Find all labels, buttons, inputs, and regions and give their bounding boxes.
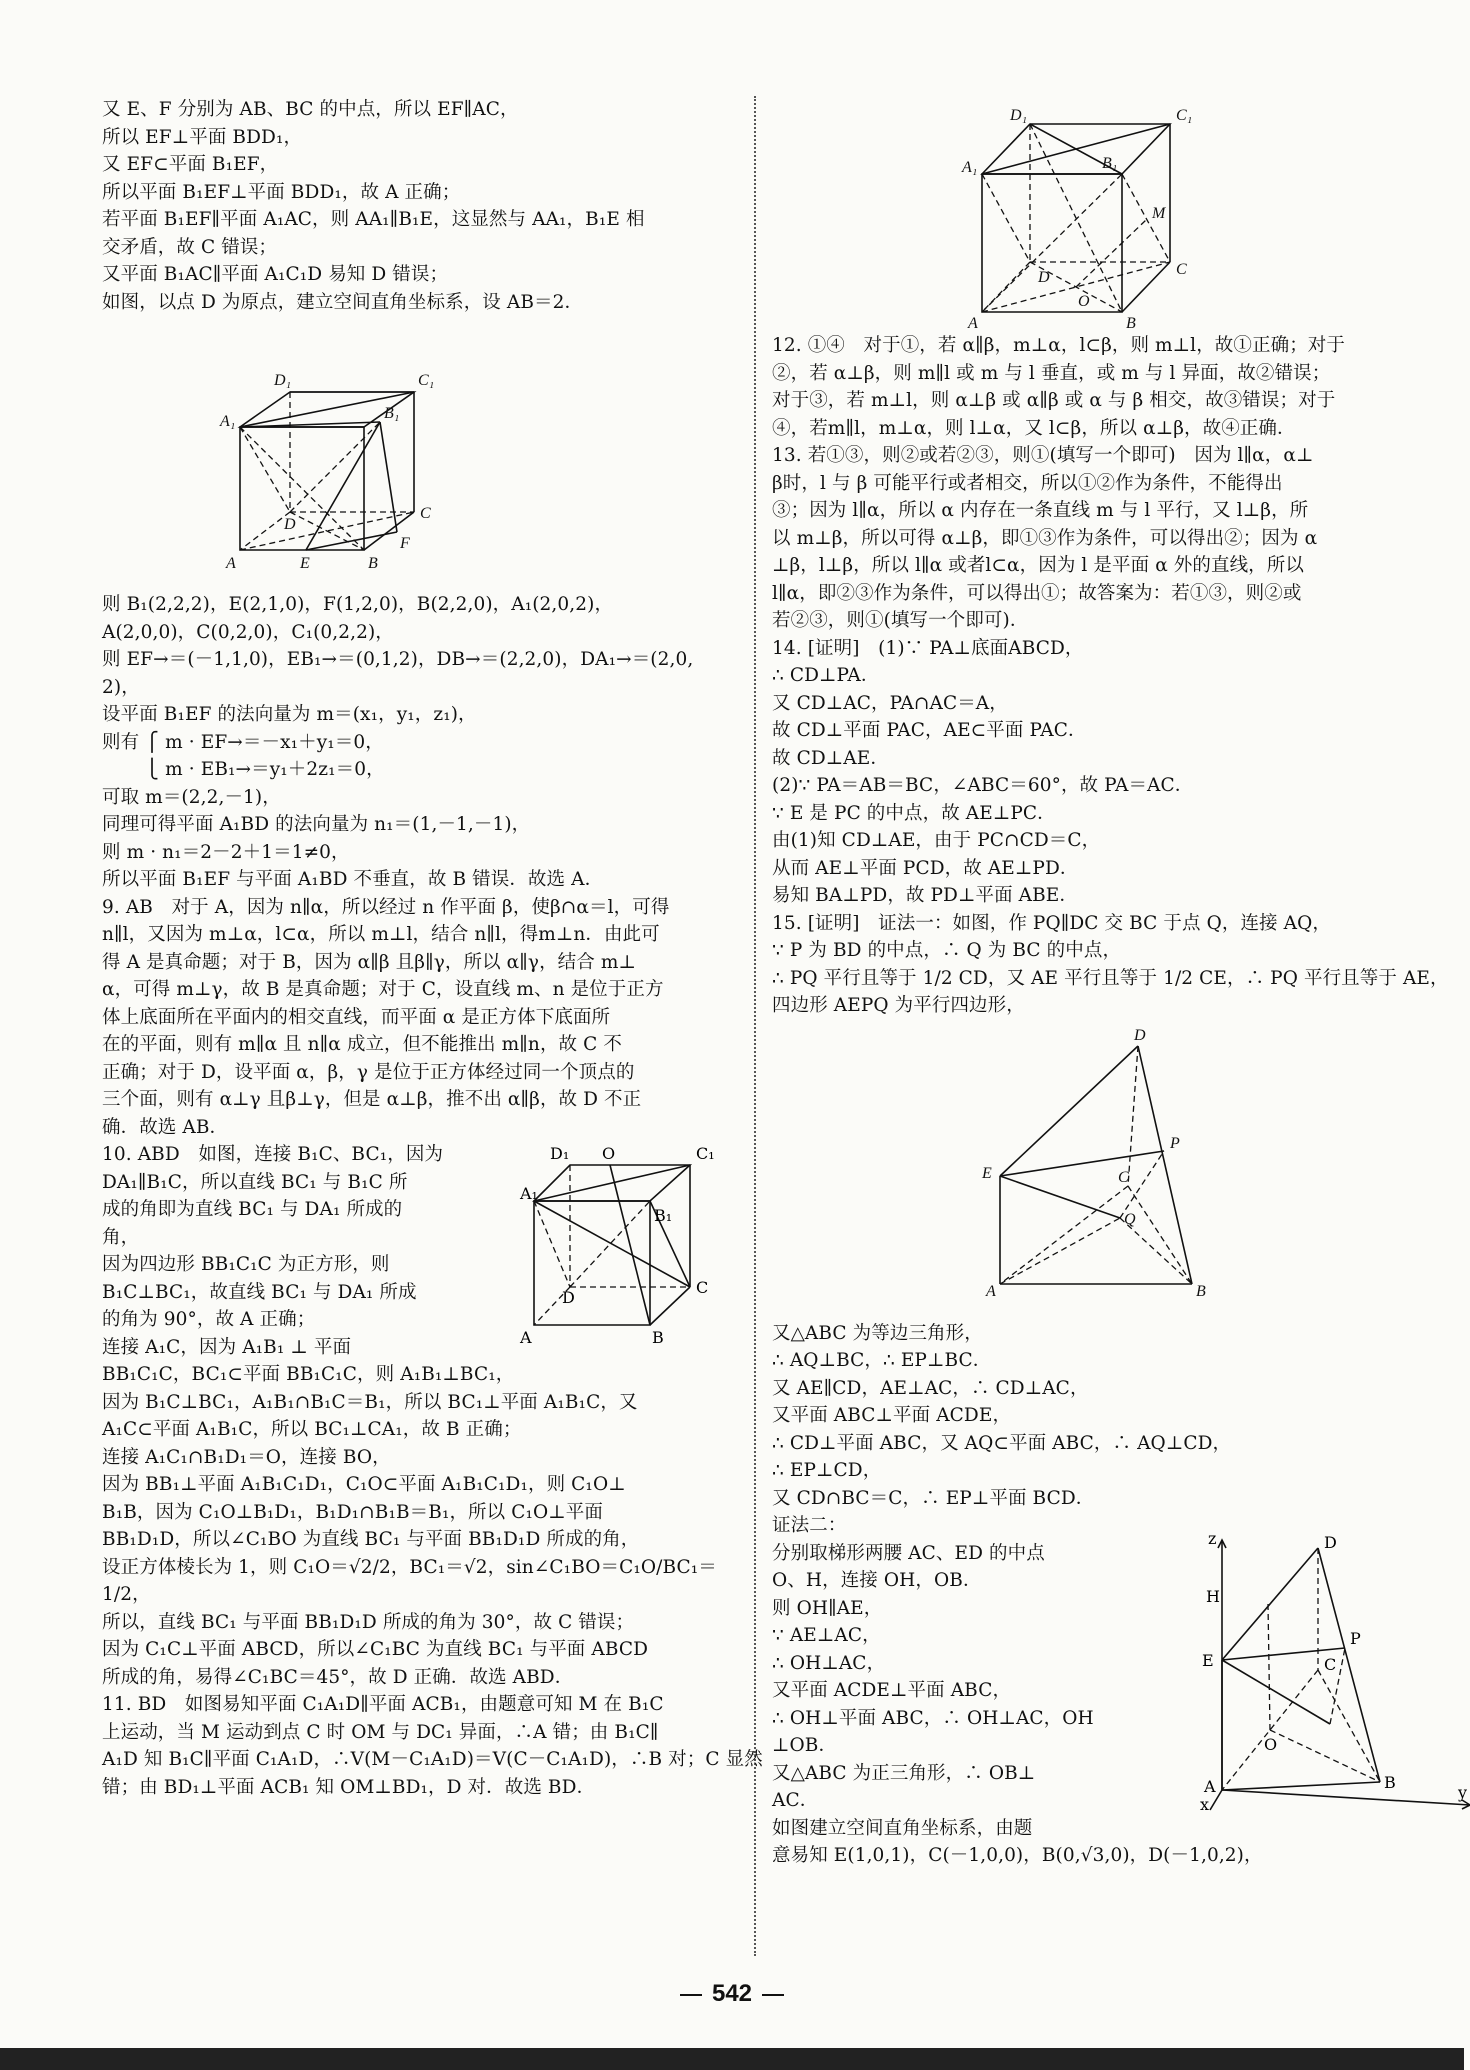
text-line: 同理可得平面 A₁BD 的法向量为 n₁＝(1,－1,－1)， <box>102 814 531 835</box>
text-line: 又平面 B₁AC∥平面 A₁C₁D 易知 D 错误； <box>102 264 449 285</box>
text-line: 14. [证明] (1)∵ PA⊥底面ABCD， <box>772 637 1084 659</box>
text-line: β时，l 与 β 可能平行或者相交，所以①②作为条件，不能得出 <box>772 472 1283 494</box>
text-line: AC． <box>772 1790 819 1811</box>
text-line: 所以，直线 BC₁ 与平面 BB₁D₁D 所成的角为 30°，故 C 错误； <box>102 1611 635 1633</box>
figure-label: C <box>1176 261 1187 278</box>
text-line: 上运动，当 M 运动到点 C 时 OM 与 DC₁ 异面，∴A 错；由 B₁C∥ <box>102 1721 659 1743</box>
text-line: BB₁C₁C，BC₁⊂平面 BB₁C₁C，则 A₁B₁⊥BC₁， <box>102 1364 515 1385</box>
figure-label: B <box>368 555 378 572</box>
figure-label: P <box>1350 1628 1361 1648</box>
text-block-right-a <box>772 332 1462 1020</box>
figure-label: D₁ <box>550 1144 570 1163</box>
figure-label: D₁ <box>1010 107 1028 124</box>
page-number <box>0 1980 1464 2008</box>
text-line: l∥α，即②③作为条件，可以得出①；故答案为：若①③，则②或 <box>772 582 1302 604</box>
figure-label: F <box>400 535 410 552</box>
figure-label: C₁ <box>418 372 435 389</box>
text-line: 连接 A₁C，因为 A₁B₁ ⊥ 平面 <box>102 1336 352 1358</box>
text-line: 证法二： <box>772 1515 847 1536</box>
figure-label: A₁ <box>962 159 978 176</box>
text-line: 设平面 B₁EF 的法向量为 m＝(x₁，y₁，z₁)， <box>102 704 477 725</box>
figure-label: O <box>1264 1734 1278 1754</box>
text-line: 又 CD⊥AC，PA∩AC＝A， <box>772 692 1008 714</box>
text-line: ∴ OH⊥平面 ABC，∴ OH⊥AC，OH <box>772 1707 1094 1729</box>
text-line: 又平面 ACDE⊥平面 ABC， <box>772 1680 1012 1701</box>
text-line: 的角为 90°，故 A 正确； <box>102 1309 316 1330</box>
text-line: 正确；对于 D，设平面 α，β，γ 是位于正方体经过同一个顶点的 <box>102 1061 635 1083</box>
figure-label: E <box>1202 1650 1214 1670</box>
text-line: 若②③，则①(填写一个即可)． <box>772 610 1029 631</box>
figure-label: C <box>1118 1168 1129 1186</box>
figure-label: Q <box>1124 1210 1136 1228</box>
scan-edge <box>0 2048 1464 2070</box>
text-line: 角， <box>102 1226 140 1248</box>
figure-label: D <box>1134 1026 1146 1044</box>
text-line: 体上底面所在平面内的相交直线，而平面 α 是正方体下底面所 <box>102 1006 611 1028</box>
text-line: (2)∵ PA＝AB＝BC，∠ABC＝60°，故 PA＝AC． <box>772 775 1194 796</box>
text-line: 错；由 BD₁⊥平面 ACB₁ 知 OM⊥BD₁，D 对．故选 BD． <box>102 1776 596 1798</box>
text-line: 又△ABC 为等边三角形， <box>772 1322 983 1344</box>
text-line: ∴ CD⊥PA． <box>772 665 880 686</box>
text-line: 则有 ⎧ m · EF→＝－x₁＋y₁＝0， <box>102 731 384 753</box>
figure-label: C₁ <box>1176 107 1193 124</box>
text-line: 可取 m＝(2,2,－1)， <box>102 786 281 808</box>
text-line: 因为 B₁C⊥BC₁，A₁B₁∩B₁C＝B₁，所以 BC₁⊥平面 A₁B₁C，又 <box>102 1391 638 1413</box>
text-line: 如图建立空间直角坐标系，由题 <box>772 1817 1033 1839</box>
figure-label: y <box>1458 1782 1468 1802</box>
text-line: 又 E、F 分别为 AB、BC 的中点，所以 EF∥AC， <box>102 99 519 120</box>
text-line: 所以 EF⊥平面 BDD₁， <box>102 126 303 148</box>
text-line: ∵ AE⊥AC， <box>772 1625 881 1646</box>
text-line: 如图，以点 D 为原点，建立空间直角坐标系，设 AB＝2． <box>102 291 584 313</box>
text-line: ④，若m∥l，m⊥α，则 l⊥α，又 l⊂β，所以 α⊥β，故④正确． <box>772 417 1296 439</box>
text-line: DA₁∥B₁C，所以直线 BC₁ 与 B₁C 所 <box>102 1171 408 1193</box>
figure-cube-3 <box>772 102 1462 332</box>
text-line: 以 m⊥β，所以可得 α⊥β，即①③作为条件，可以得出②；因为 α <box>772 527 1318 549</box>
figure-label: z <box>1208 1528 1217 1548</box>
text-line: ∴ OH⊥AC， <box>772 1652 886 1674</box>
text-line: 设正方体棱长为 1，则 C₁O＝√2/2，BC₁＝√2，sin∠C₁BO＝C₁O/BC₁＝ <box>102 1556 717 1578</box>
text-line: 所以平面 B₁EF⊥平面 BDD₁，故 A 正确； <box>102 181 461 203</box>
text-line: 对于③，若 m⊥l，则 α⊥β 或 α∥β 或 α 与 β 相交，故③错误；对于 <box>772 390 1336 411</box>
problem-10-block <box>102 1141 750 1361</box>
text-line: 交矛盾，故 C 错误； <box>102 236 278 258</box>
text-line: ∵ E 是 PC 的中点，故 AE⊥PC． <box>772 802 1056 824</box>
figure-label: E <box>982 1164 992 1182</box>
text-line: 若平面 B₁EF∥平面 A₁AC，则 AA₁∥B₁E，这显然与 AA₁，B₁E 相 <box>102 209 645 230</box>
figure-label: B <box>652 1328 664 1347</box>
figure-label: C <box>1324 1654 1337 1674</box>
figure-label: B <box>1384 1772 1396 1792</box>
text-line: 所以平面 B₁EF 与平面 A₁BD 不垂直，故 B 错误．故选 A． <box>102 869 604 890</box>
text-block-right-b <box>772 1320 1462 1540</box>
text-line: 在的平面，则有 m∥α 且 n∥α 成立，但不能推出 m∥n，故 C 不 <box>102 1034 622 1055</box>
text-line: 2)， <box>102 676 140 698</box>
text-line: ③；因为 l∥α，所以 α 内存在一条直线 m 与 l 平行，又 l⊥β，所 <box>772 500 1309 521</box>
figure-label: x <box>1200 1794 1210 1814</box>
text-line: n∥l，又因为 m⊥α，l⊂α，所以 m⊥l，结合 n∥l，得m⊥n．由此可 <box>102 924 660 945</box>
figure-label: C <box>696 1278 709 1297</box>
text-line: ∴ CD⊥平面 ABC，又 AQ⊂平面 ABC，∴ AQ⊥CD， <box>772 1432 1232 1454</box>
figure-label: B <box>1196 1282 1206 1300</box>
left-column <box>102 96 763 1801</box>
text-line: 12. ①④ 对于①，若 α∥β，m⊥α，l⊂β，则 m⊥l，故①正确；对于 <box>772 335 1346 356</box>
text-line: 易知 BA⊥PD，故 PD⊥平面 ABE． <box>772 885 1079 906</box>
figure-label: A <box>1204 1776 1216 1796</box>
text-line: ⊥OB． <box>772 1735 838 1756</box>
column-divider <box>754 96 756 1956</box>
text-line: BB₁D₁D，所以∠C₁BO 为直线 BC₁ 与平面 BB₁D₁D 所成的角， <box>102 1529 640 1550</box>
text-line: ⊥β，l⊥β，所以 l∥α 或者l⊂α，因为 l 是平面 α 外的直线，所以 <box>772 555 1304 576</box>
text-line: 从而 AE⊥平面 PCD，故 AE⊥PD． <box>772 857 1079 879</box>
figure-label: C₁ <box>696 1144 715 1163</box>
text-line: 又 CD∩BC＝C，∴ EP⊥平面 BCD． <box>772 1487 1095 1509</box>
figure-label: A <box>520 1328 532 1347</box>
figure-label: B <box>1126 315 1136 332</box>
text-line: α，可得 m⊥γ，故 B 是真命题；对于 C，设直线 m、n 是位于正方 <box>102 979 664 1000</box>
figure-label: C <box>420 505 431 522</box>
text-line: ∴ AQ⊥BC，∴ EP⊥BC． <box>772 1350 992 1371</box>
text-line: 11. BD 如图易知平面 C₁A₁D∥平面 ACB₁，由题意可知 M 在 B₁C <box>102 1694 664 1715</box>
text-line: 则 EF→＝(－1,1,0)，EB₁→＝(0,1,2)，DB→＝(2,2,0)，DA₁→＝(2,0, <box>102 649 694 670</box>
figure-label: D <box>562 1288 575 1307</box>
text-line: 故 CD⊥平面 PAC，AE⊂平面 PAC． <box>772 720 1087 741</box>
text-line: 则 m · n₁＝2－2＋1＝1≠0， <box>102 841 350 863</box>
text-block-left-a <box>102 96 750 316</box>
figure-label: D <box>284 516 296 533</box>
text-line: 则 B₁(2,2,2)，E(2,1,0)，F(1,2,0)，B(2,2,0)，A₁(2,0,2)， <box>102 594 614 615</box>
text-line: 10. ABD 如图，连接 B₁C、BC₁，因为 <box>102 1144 444 1165</box>
text-line: ∴ PQ 平行且等于 1/2 CD，又 AE 平行且等于 1/2 CE，∴ PQ 平行且等于 AE， <box>772 967 1449 989</box>
figure-label: D <box>1038 269 1050 286</box>
text-line: 因为四边形 BB₁C₁C 为正方形，则 <box>102 1254 390 1275</box>
text-line: 因为 BB₁⊥平面 A₁B₁C₁D₁，C₁O⊂平面 A₁B₁C₁D₁，则 C₁O⊥ <box>102 1474 626 1495</box>
figure-label: M <box>1152 205 1166 222</box>
proof-2-block <box>772 1528 1468 1843</box>
figure-label: A <box>226 555 236 572</box>
text-line: 13. 若①③，则②或若②③，则①(填写一个即可) 因为 l∥α，α⊥ <box>772 445 1314 466</box>
figure-label: D₁ <box>274 372 292 389</box>
page-number-text: 542 <box>711 1980 753 2007</box>
text-line: A₁D 知 B₁C∥平面 C₁A₁D，∴V(M－C₁A₁D)＝V(C－C₁A₁D)，∴B 对；C 显然 <box>102 1749 763 1770</box>
figure-label: H <box>1206 1586 1220 1606</box>
figure-label: A₁ <box>520 1184 538 1203</box>
figure-label: B₁ <box>384 405 400 422</box>
text-line: A(2,0,0)，C(0,2,0)，C₁(0,2,2)， <box>102 621 394 643</box>
text-line: 又 EF⊂平面 B₁EF， <box>102 154 279 175</box>
text-line: 又平面 ABC⊥平面 ACDE， <box>772 1405 1012 1426</box>
text-line: 分别取梯形两腰 AC、ED 的中点 <box>772 1542 1045 1564</box>
text-line: A₁C⊂平面 A₁B₁C，所以 BC₁⊥CA₁，故 B 正确； <box>102 1419 522 1440</box>
text-block-left-b <box>102 591 750 1141</box>
text-line: 四边形 AEPQ 为平行四边形， <box>772 995 1025 1016</box>
text-line: 因为 C₁C⊥平面 ABCD，所以∠C₁BC 为直线 BC₁ 与平面 ABCD <box>102 1639 649 1660</box>
text-line: 确．故选 AB． <box>102 1116 229 1138</box>
figure-label: B₁ <box>654 1206 673 1225</box>
text-line: 又△ABC 为正三角形，∴ OB⊥ <box>772 1762 1036 1784</box>
figure-cube-1 <box>102 322 750 587</box>
text-line: ∴ EP⊥CD， <box>772 1460 882 1481</box>
text-line: 成的角即为直线 BC₁ 与 DA₁ 所成的 <box>102 1199 403 1220</box>
text-line: 则 OH∥AE， <box>772 1597 883 1619</box>
text-line: 1/2， <box>102 1584 151 1605</box>
figure-label: A₁ <box>220 413 236 430</box>
text-line: 所成的角，易得∠C₁BC＝45°，故 D 正确．故选 ABD． <box>102 1666 574 1688</box>
text-block-left-c <box>102 1361 763 1801</box>
text-line: ⎩ m · EB₁→＝y₁＋2z₁＝0， <box>102 759 385 780</box>
figure-label: A <box>968 315 978 332</box>
text-line: O、H，连接 OH，OB． <box>772 1570 982 1591</box>
text-line: 三个面，则有 α⊥γ 且β⊥γ，但是 α⊥β，推不出 α∥β，故 D 不正 <box>102 1089 642 1110</box>
text-line: ②，若 α⊥β，则 m∥l 或 m 与 l 垂直，或 m 与 l 异面，故②错误； <box>772 362 1331 384</box>
figure-label: P <box>1170 1134 1180 1152</box>
text-line: 由(1)知 CD⊥AE，由于 PC∩CD＝C， <box>772 830 1101 851</box>
text-line: B₁C⊥BC₁，故直线 BC₁ 与 DA₁ 所成 <box>102 1281 417 1303</box>
right-column <box>772 102 1468 1870</box>
figure-label: A <box>986 1282 996 1300</box>
text-line: 又 AE∥CD，AE⊥AC，∴ CD⊥AC， <box>772 1377 1089 1399</box>
figure-label: E <box>300 555 310 572</box>
text-line: 连接 A₁C₁∩B₁D₁＝O，连接 BO， <box>102 1446 391 1468</box>
figure-label: D <box>1324 1532 1337 1552</box>
text-line: B₁B，因为 C₁O⊥B₁D₁，B₁D₁∩B₁B＝B₁，所以 C₁O⊥平面 <box>102 1501 603 1523</box>
text-line: 15. [证明] 证法一：如图，作 PQ∥DC 交 BC 于点 Q，连接 AQ， <box>772 912 1331 934</box>
figure-coordinate-5 <box>1170 1520 1470 1814</box>
figure-label: B₁ <box>1102 155 1118 172</box>
text-line-final: 意易知 E(1,0,1)，C(－1,0,0)，B(0,√3,0)，D(－1,0,2)， <box>772 1845 1263 1866</box>
figure-label: O <box>602 1144 616 1163</box>
text-line: 故 CD⊥AE． <box>772 747 889 769</box>
figure-tetra-4 <box>772 1026 1462 1316</box>
text-line: 得 A 是真命题；对于 B，因为 α∥β 且β∥γ，所以 α∥γ，结合 m⊥ <box>102 951 636 973</box>
text-line: ∵ P 为 BD 的中点，∴ Q 为 BC 的中点， <box>772 940 1122 961</box>
figure-label: O <box>1078 293 1090 310</box>
text-line: 9. AB 对于 A，因为 n∥α，所以经过 n 作平面 β，使β∩α＝l，可得 <box>102 896 670 918</box>
figure-cube-2 <box>520 1137 750 1367</box>
